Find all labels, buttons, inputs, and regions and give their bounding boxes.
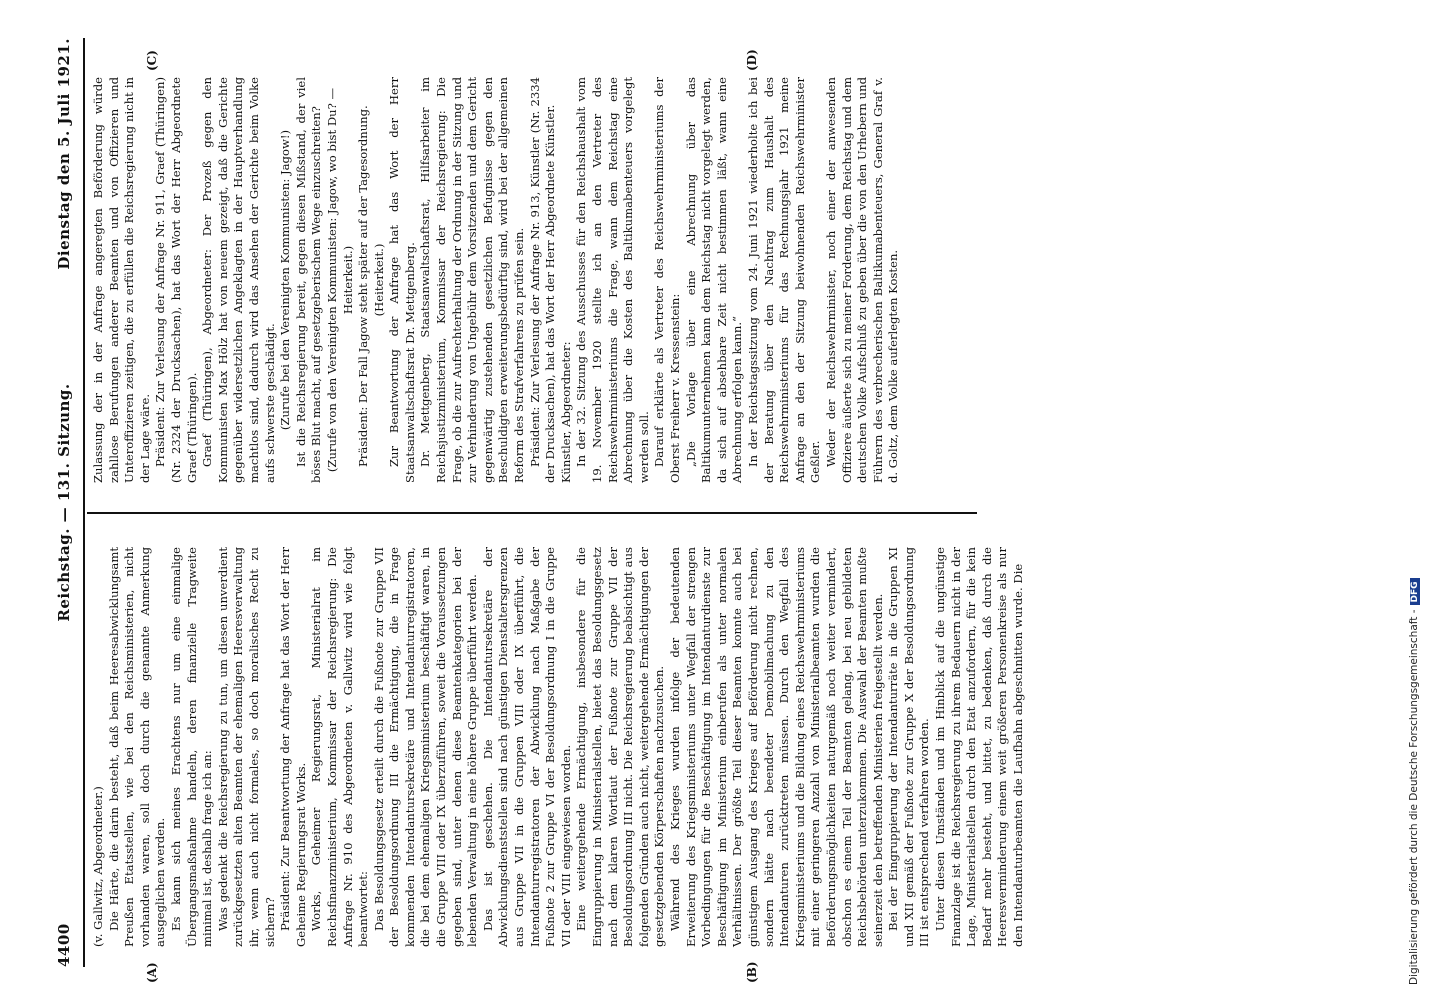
paragraph: In der Reichstagssitzung vom 24. Juni 1921 wiederholte ich bei der Beratung über den Nachtrag zum Haushalt des Reichswehrministeriums für das Rechnungsjahr 1921 meine Anfrage an den der Sitzung beiwohnenden Reichswehrminister Geßler.	[745, 77, 823, 483]
paragraph: Es kann sich meines Erachtens nur um eine einmalige Übergangsmaßnahme handeln, deren finanzielle Tragweite minimal ist, deshalb frage ich an:	[168, 547, 215, 947]
paragraph: Die Härte, die darin besteht, daß beim Heeresabwicklungsamt Preußen Etatsstellen, wie bei den Reichsministerien, nicht vorhanden waren, soll doch durch die genannte Anmerkung ausgeglichen werden.	[106, 547, 168, 947]
quotation: „Die Vorlage über eine Abrechnung über das Baltikumunternehmen kann dem Reichstag nicht vorgelegt werden, da sich auf absehbare Zeit nicht bestimmen läßt, wann eine Abrechnung erfolgen kann.“	[683, 77, 745, 483]
interjection: (Heiterkeit.)	[371, 243, 386, 317]
paragraph: Dr. Mettgenberg, Staatsanwaltschaftsrat, Hilfsarbeiter im Reichsjustizministerium, Kommissar der Reichsregierung: Die Frage, ob die zur Aufrechterhaltung der Ordnung in der Sitzung und zur Verhinderung von Ungebühr dem Vorsitzenden und dem Gericht gegenwärtig zustehenden gesetzlichen Befugnisse gegen den Beschuldigten erweiterungsbedürftig sind, wird bei der allgemeinen Reform des Strafverfahrens zu prüfen sein.	[418, 77, 527, 483]
paragraph: Das Besoldungsgesetz erteilt durch die Fußnote zur Gruppe VII der Besoldungsordnung III die Ermächtigung, die in Frage kommenden Intendantursekretäre und Intendanturregistratoren, die bei dem ehemaligen Kriegsministerium beschäftigt waren, in die Gruppe VIII oder IX überzuführen, soweit die Voraussetzungen gegeben sind, unter denen diese Beamtenkategorien bei der lebenden Verwaltung in eine höhere Gruppe überführt werden.	[371, 547, 480, 947]
paragraph: Darauf erklärte als Vertreter des Reichswehrministeriums der Oberst Freiherr v. Kressenstein:	[652, 77, 682, 483]
paragraph: Präsident: Der Fall Jagow steht später auf der Tagesordnung.	[356, 105, 371, 467]
margin-letter-c: (C)	[145, 50, 159, 71]
document-page	[25, 20, 1410, 985]
page-title: Reichstag. — 131. Sitzung.	[55, 383, 73, 622]
paragraph: Präsident: Zur Beantwortung der Anfrage hat das Wort der Herr Geheime Regierungsrat Works.	[278, 547, 308, 947]
column-divider	[87, 512, 977, 514]
paragraph: Works, Geheimer Regierungsrat, Ministerialrat im Reichsfinanzministerium, Kommissar der Reichsregierung: Die Anfrage Nr. 910 des Abgeordneten v. Gallwitz wird wie folgt beantwortet:	[309, 547, 371, 947]
page-date: Dienstag den 5. Juli 1921.	[55, 38, 73, 270]
paragraph: Weder der Reichswehrminister, noch einer der anwesenden Offiziere äußerte sich zu meiner Forderung, dem Reichstag und dem deutschen Volke Aufschluß zu geben über die von den Urhebern und Führern des verbrecherischen Baltikumabenteuers, General Graf v. d. Goltz, dem Volke auferlegten Kosten.	[823, 77, 901, 483]
right-column	[91, 77, 979, 483]
paragraph: Künstler, Abgeordneter:	[558, 341, 573, 483]
paragraph: Was gedenkt die Reichsregierung zu tun, um diesen unverdient zurückgesetzten alten Beamten der ehemaligen Heeresverwaltung ihr, wenn auch nicht formales, so doch moralisches Recht zu sichern?	[215, 547, 277, 947]
paragraph: Zur Beantwortung der Anfrage hat das Wort der Herr Staatsanwaltschaftsrat Dr. Mettgenberg.	[387, 77, 417, 483]
paragraph: Das ist geschehen. Die Intendantursekretäre der Abwicklungsdienststellen sind nach günstigen Dienstaltersgrenzen aus Gruppe VII in die Gruppen VIII oder IX überführt, die Intendanturregistratoren der Abwicklung nach Maßgabe der Fußnote 2 zur Gruppe VI der Besoldungsordnung I in die Gruppe VII oder VIII eingewiesen worden.	[480, 547, 573, 947]
paragraph: Zulassung der in der Anfrage angeregten Beförderung würde zahllose Berufungen anderer Beamten und von Offizieren und Unteroffizieren zeitigen, die zu erfüllen die Reichsregierung nicht in der Lage wäre.	[91, 77, 152, 483]
credit-text: Digitalisierung gefördert durch die Deutsche Forschungsgemeinschaft -	[1408, 609, 1420, 985]
paragraph: Während des Krieges wurden infolge der bedeutenden Erweiterung des Kriegsministeriums unter Wegfall der strengen Vorbedingungen für die Beschäftigung im Intendanturdienste zur Beschäftigung im Ministerium einberufen als unter normalen Verhältnissen. Der größte Teil dieser Beamten konnte auch bei günstigem Ausgang des Krieges auf Beförderung nicht rechnen, sondern hätte nach beendeter Demobilmachung zu den Intendanturen zurücktreten müssen. Durch den Wegfall des Kriegsministeriums und die Bildung eines Reichswehrministeriums mit einer geringeren Anzahl von Ministerialbeamten wurden die Beförderungsmöglichkeiten naturgemäß noch weiter vermindert, obschon es einem Teil der Beamten gelang, bei neu gebildeten Reichsbehörden unterzukommen. Die Auswahl der Beamten mußte seinerzeit den betreffenden Ministerien freigestellt werden.	[667, 547, 885, 947]
margin-letter-b: (B)	[745, 961, 759, 983]
paragraph: Graef (Thüringen), Abgeordneter: Der Prozeß gegen den Kommunisten Max Hölz hat von neuem gezeigt, daß die Gerichte gegenüber widersetzlichen Angeklagten in der Hauptverhandlung machtlos sind, dadurch wird das Ansehen der Gerichte beim Volke aufs schwerste geschädigt.	[200, 77, 277, 483]
header-rule	[83, 38, 85, 967]
page-header	[49, 38, 83, 967]
dfg-logo: DFG	[1410, 578, 1420, 605]
paragraph: Ist die Reichsregierung bereit, gegen diesen Mißstand, der viel böses Blut macht, auf gesetzgeberischem Wege einzuschreiten?	[293, 77, 324, 483]
interjection: (Zurufe von den Vereinigten Kommunisten: Jagow, wo bist Du? — Heiterkeit.)	[324, 87, 355, 473]
paragraph: Eine weitergehende Ermächtigung, insbesondere für die Eingruppierung in Ministerialstellen, bietet das Besoldungsgesetz nach dem klaren Wortlaut der Fußnote zur Gruppe VII der Besoldungsordnung III nicht. Die Reichsregierung beabsichtigt aus folgenden Gründen auch nicht, weitergehende Ermächtigungen der gesetzgebenden Körperschaften nachzusuchen.	[574, 547, 667, 947]
paragraph: In der 32. Sitzung des Ausschusses für den Reichshaushalt vom 19. November 1920 stellte ich an den Vertreter des Reichswehrministeriums die Frage, wann dem Reichstag eine Abrechnung über die Kosten des Baltikumabenteuers vorgelegt werden soll.	[574, 77, 651, 483]
interjection: (Zurufe bei den Vereinigten Kommunisten: Jagow!)	[278, 129, 293, 431]
margin-letter-d: (D)	[745, 49, 759, 71]
paragraph: Präsident: Zur Verlesung der Anfrage Nr. 911, Graef (Thüringen) (Nr. 2324 der Drucksachen), hat das Wort der Herr Abgeordnete Graef (Thüringen).	[153, 77, 199, 483]
margin-letter-a: (A)	[145, 962, 159, 983]
digitization-credit	[1408, 15, 1426, 985]
left-column	[91, 547, 1026, 947]
paragraph: Bei der Eingruppierung der Intendanturräte in die Gruppen XI und XII gemäß der Fußnote zur Gruppe X der Besoldungsordnung III ist entsprechend verfahren worden.	[886, 547, 932, 947]
speaker-note: (v. Gallwitz, Abgeordneter.)	[91, 786, 105, 947]
paragraph: Unter diesen Umständen und im Hinblick auf die ungünstige Finanzlage ist die Reichsregierung zu ihrem Bedauern nicht in der Lage, Ministerialstellen durch den Etat anzufordern, für die kein Bedarf mehr besteht, und bittet, zu bedenken, daß durch die Heeresverminderung einem weit größeren Personenkreise als nur den Intendanturbeamten die Laufbahn abgeschnitten wurde. Die	[933, 547, 1026, 947]
paragraph: Präsident: Zur Verlesung der Anfrage Nr. 913, Künstler (Nr. 2334 der Drucksachen), hat das Wort der Herr Abgeordnete Künstler.	[527, 77, 558, 483]
page-number: 4400	[55, 923, 73, 967]
